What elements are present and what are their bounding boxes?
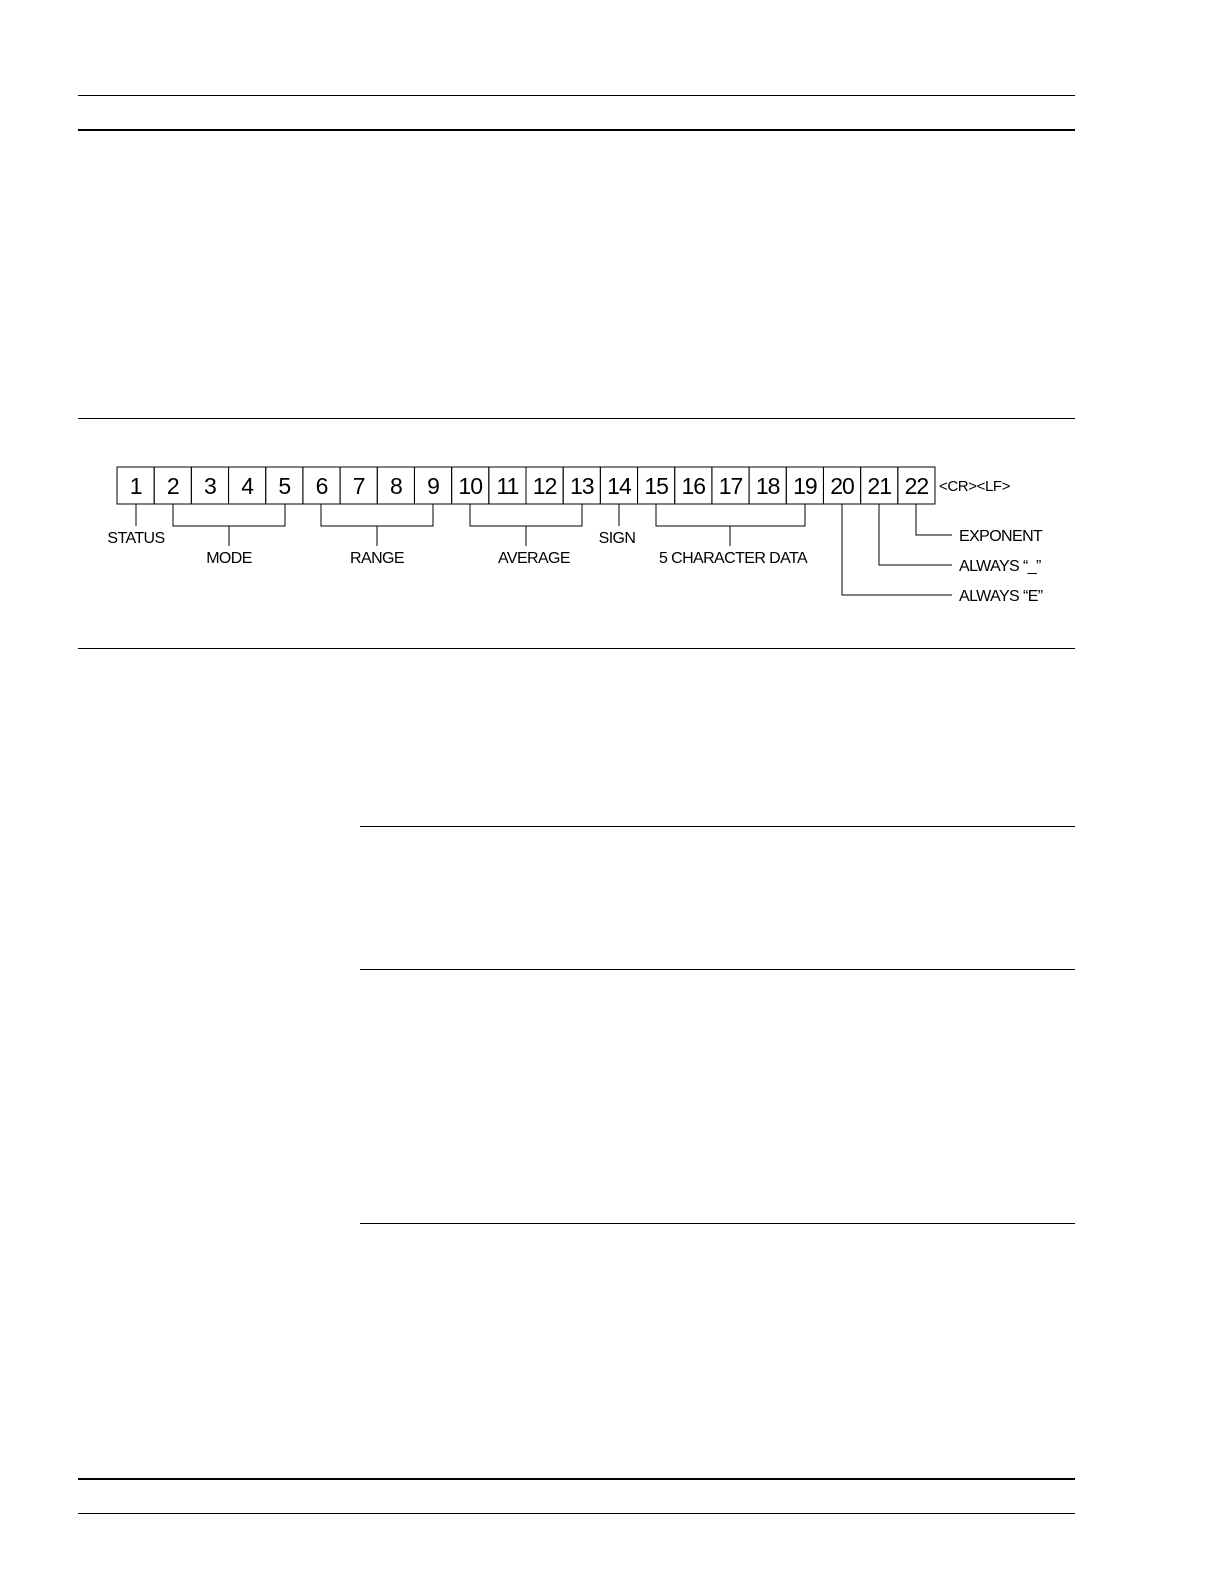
cell-number: 9 xyxy=(427,473,439,499)
cell-number: 10 xyxy=(458,473,483,499)
cell-number: 8 xyxy=(389,473,402,499)
cell-number: 20 xyxy=(830,473,854,499)
range-bracket xyxy=(321,504,433,546)
mode-label: MODE xyxy=(206,550,252,567)
cell-14 xyxy=(600,467,637,504)
cell-number: 5 xyxy=(278,473,291,499)
status-label: STATUS xyxy=(107,530,165,547)
cell-10 xyxy=(452,467,489,504)
cell-16 xyxy=(675,467,712,504)
cell-number: 2 xyxy=(166,473,179,499)
always-e-leader xyxy=(842,504,952,595)
cell-number: 18 xyxy=(755,473,780,499)
cell-13 xyxy=(563,467,600,504)
cell-number: 14 xyxy=(607,473,631,499)
cell-18 xyxy=(749,467,786,504)
cell-17 xyxy=(712,467,749,504)
average-bracket xyxy=(470,504,582,546)
data-bracket xyxy=(656,504,805,546)
average-label: AVERAGE xyxy=(498,550,570,567)
footer-rule-top xyxy=(78,1478,1075,1480)
cell-2 xyxy=(154,467,191,504)
section-rule-2 xyxy=(360,969,1075,970)
character-cells xyxy=(117,467,935,504)
always-e-label: ALWAYS “E” xyxy=(959,588,1043,605)
cell-4 xyxy=(229,467,266,504)
data-format-diagram xyxy=(0,0,1224,660)
cell-12 xyxy=(526,467,563,504)
cell-22 xyxy=(898,467,935,504)
exponent-leader xyxy=(916,504,952,535)
cell-11 xyxy=(489,467,526,504)
cell-number: 15 xyxy=(644,473,668,499)
cell-number: 4 xyxy=(241,473,254,499)
mode-bracket xyxy=(173,504,285,546)
section-rule-1 xyxy=(360,826,1075,827)
cell-15 xyxy=(638,467,675,504)
cell-8 xyxy=(377,467,414,504)
cell-7 xyxy=(340,467,377,504)
cell-1 xyxy=(117,467,154,504)
section-rule-3 xyxy=(360,1223,1075,1224)
cell-9 xyxy=(414,467,451,504)
cell-number: 7 xyxy=(352,473,365,499)
cell-6 xyxy=(303,467,340,504)
cell-5 xyxy=(266,467,303,504)
cell-number: 3 xyxy=(204,473,216,499)
character-data-label: 5 CHARACTER DATA xyxy=(658,550,808,567)
cell-21 xyxy=(861,467,898,504)
cell-19 xyxy=(786,467,823,504)
cell-number: 22 xyxy=(904,473,929,499)
cell-20 xyxy=(823,467,860,504)
range-label: RANGE xyxy=(350,550,404,567)
cell-number: 21 xyxy=(867,473,892,499)
cell-number: 13 xyxy=(569,473,594,499)
cell-number: 11 xyxy=(496,473,519,499)
cell-number: 17 xyxy=(718,473,743,499)
cell-number: 19 xyxy=(793,473,817,499)
cell-number: 1 xyxy=(129,473,142,499)
sign-label: SIGN xyxy=(598,530,636,547)
cell-number: 12 xyxy=(532,473,557,499)
cell-number: 6 xyxy=(315,473,328,499)
cell-3 xyxy=(191,467,228,504)
always-underscore-label: ALWAYS “_” xyxy=(959,558,1041,575)
footer-rule-bottom xyxy=(78,1513,1075,1514)
cell-number: 16 xyxy=(681,473,706,499)
crlf-terminator: <CR><LF> xyxy=(939,478,1011,495)
exponent-label: EXPONENT xyxy=(959,528,1043,545)
